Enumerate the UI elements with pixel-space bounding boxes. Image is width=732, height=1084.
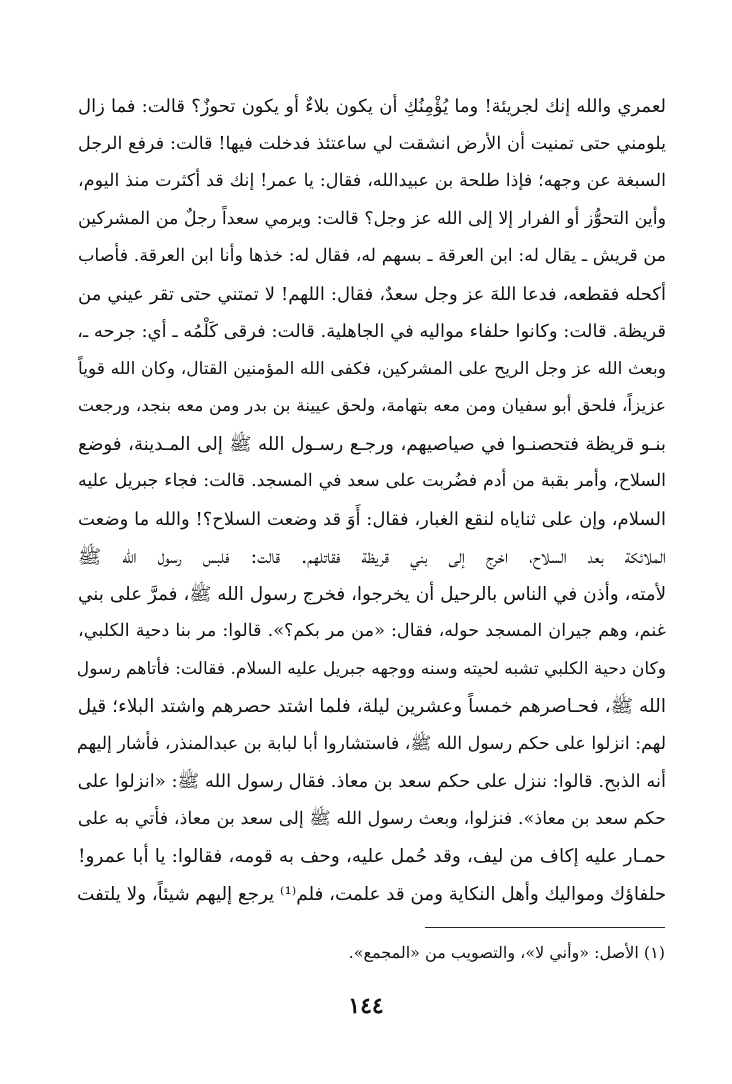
text-line: أكحله فقطعه، فدعا اللهَ عز وجل سعدٌ، فقال: اللهم! لا تمتني حتى تقر عيني من [78, 283, 666, 305]
text-line: السلاح، وأمر بقبة من أدم فضُربت على سعد في المسجد. قالت: فجاء جبريل عليه [78, 471, 666, 491]
text-line: حمـار عليه إكاف من ليف، وقد حُمل عليه، وحف به قومه، فقالوا: يا أبا عمرو! [78, 846, 666, 867]
text-line: وكان دحية الكلبي تشبه لحيته وسنه ووجهه جبريل عليه السلام. فقالت: فأتاهم رسول [76, 658, 666, 679]
page-number: ١٤٤ [348, 993, 384, 1019]
text-line: الملائكة بعد السلاح، اخرج إلى بني قريظة فقاتلهم. قالت: فلبس رسول الله ﷺ [78, 545, 666, 568]
main-text-block [78, 88, 666, 913]
text-line: لأمته، وأذن في الناس بالرحيل أن يخرجوا، فخرج رسول الله ﷺ، فمرَّ على بني [78, 583, 666, 605]
text-line: لعمري والله إنك لجريئة! وما يُؤْمِنُكِ أن يكون بلاءٌ أو يكون تحوزٌ؟ قالت: فما زال [78, 96, 666, 117]
text-line: قريظة. قالت: وكانوا حلفاء مواليه في الجاهلية. قالت: فرقى كَلْمُه ـ أي: جرحه ـ، [77, 321, 666, 342]
text-line: أنه الذبح. قالوا: ننزل على حكم سعد بن معاذ. فقال رسول الله ﷺ: «انزلوا على [77, 771, 666, 792]
text-line: وأين التحوُّز أو الفرار إلا إلى الله عز وجل؟ قالت: ويرمي سعداً رجلٌ من المشركين [78, 208, 666, 229]
text-line: وبعث الله عز وجل الريح على المشركين، فكفى الله المؤمنين القتال، وكان الله قوياً [78, 358, 666, 379]
footnote: (١) الأصل: «وأني لا»، والتصويب من «المجمع». [348, 943, 665, 962]
footnote-divider [425, 927, 665, 928]
text-line: حكم سعد بن معاذ». فنزلوا، وبعث رسول الله ﷺ إلى سعد بن معاذ، فأتي به على [77, 808, 666, 829]
text-line: يلومني حتى تمنيت أن الأرض انشقت لي ساعتئذ فدخلت فيها! قالت: فرفع الرجل [78, 133, 666, 154]
text-line: من قريش ـ يقال له: ابن العرقة ـ بسهم له، فقال له: خذها وأنا ابن العرقة. فأصاب [78, 246, 666, 266]
text-line: السلام، وإن على ثناياه لنقع الغبار، فقال: أَوَ قد وضعت السلاح؟! والله ما وضعت [78, 508, 666, 530]
text-line: لهم: انزلوا على حكم رسول الله ﷺ، فاستشاروا أبا لبابة بن عبدالمنذر، فأشار إليهم [76, 733, 666, 754]
text-line: بنـو قريظة فتحصنـوا في صياصيهم، ورجـع رسـول الله ﷺ إلى المـدينة، فوضع [78, 433, 666, 455]
text-line: عزيزاً، فلحق أبو سفيان ومن معه بتهامة، ولحق عيينة بن بدر ومن معه بنجد، ورجعت [78, 396, 666, 416]
text-line: غنم، وهم جيران المسجد حوله، فقال: «من مر بكم؟». قالوا: مر بنا دحية الكلبي، [78, 621, 666, 641]
text-line: السبغة عن وجهه؛ فإذا طلحة بن عبيدالله، فقال: يا عمر! إنك قد أكثرت منذ اليوم، [78, 171, 666, 191]
text-line: الله ﷺ، فحـاصرهم خمساً وعشرين ليلة، فلما اشتد حصرهم واشتد البلاء؛ قيل [77, 696, 666, 717]
text-line: حلفاؤك ومواليك وأهل النكاية ومن قد علمت، فلم⁽¹⁾ يرجع إليهم شيئاً، ولا يلتفت [77, 883, 666, 905]
